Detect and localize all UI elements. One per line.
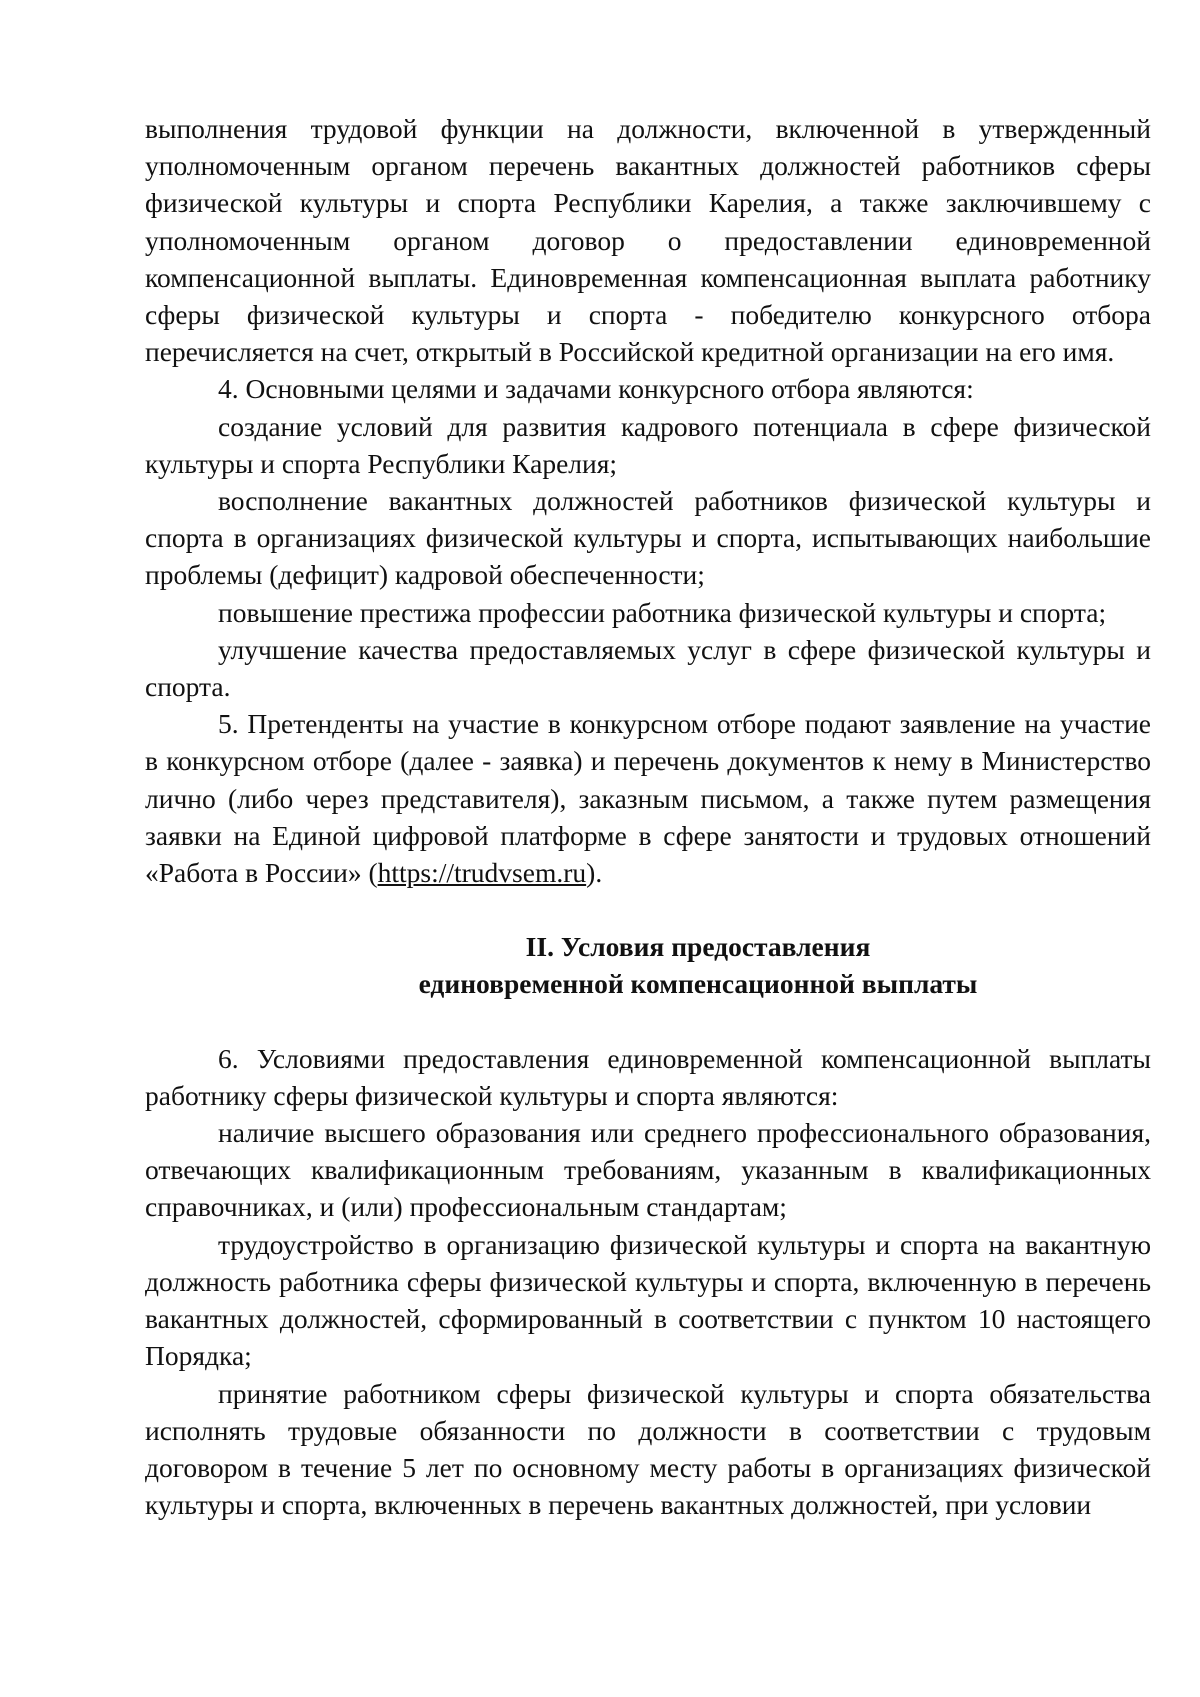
paragraph-5 (145, 705, 1151, 891)
paragraph-6-item-2: трудоустройство в организацию физической культуры и спорта на вакантную должность работника сферы физической культуры и спорта, включенную в перечень вакантных должностей, сформированный в соответствии с пунктом 10 настоящего Порядка; (145, 1228, 1151, 1372)
document-page (145, 110, 1151, 1523)
paragraph-4: 4. Основными целями и задачами конкурсного отбора являются: (218, 373, 974, 405)
paragraph-4-item-3: повышение престижа профессии работника физической культуры и спорта; (218, 596, 1107, 628)
section-heading-line-2: единовременной компенсационной выплаты (418, 968, 978, 1000)
paragraph-4-item-4: улучшение качества предоставляемых услуг в сфере физической культуры и спорта. (145, 633, 1151, 703)
trudvsem-link[interactable]: https://trudvsem.ru (377, 857, 587, 889)
paragraph-6-item-1: наличие высшего образования или среднего профессионального образования, отвечающих квалификационным требованиям, указанным в квалификационных справочниках, и (или) профессиональным стандартам; (145, 1117, 1151, 1223)
paragraph-6-item-3: принятие работником сферы физической культуры и спорта обязательства исполнять трудовые обязанности по должности в соответствии с трудовым договором в течение 5 лет по основному месту работы в организациях физической культуры и спорта, включенных в перечень вакантных должностей, при условии (145, 1377, 1151, 1521)
paragraph-4-item-1: создание условий для развития кадрового потенциала в сфере физической культуры и спорта Республики Карелия; (145, 410, 1151, 479)
section-heading (145, 928, 1151, 1002)
section-heading-line-1: II. Условия предоставления (525, 931, 871, 963)
paragraph-4-item-2: восполнение вакантных должностей работников физической культуры и спорта в организациях физической культуры и спорта, испытывающих наибольшие проблемы (дефицит) кадровой обеспеченности; (145, 485, 1151, 591)
paragraph-5-end: ). (586, 857, 603, 889)
paragraph-5-text: 5. Претенденты на участие в конкурсном отборе подают заявление на участие в конкурсном отборе (далее - заявка) и перечень документов к нему в Министерство лично (либо через представителя), заказным письмом, а также путем размещения заявки на Единой цифровой платформе в сфере занятости и трудовых отношений «Работа в России» ( (145, 708, 1151, 889)
paragraph-intro: выполнения трудовой функции на должности, включенной в утвержденный уполномоченным органом перечень вакантных должностей работников сферы физической культуры и спорта Республики Карелия, а также заключившему с уполномоченным органом договор о предоставлении единовременной компенсационной выплаты. Единовременная компенсационная выплата работнику сферы физической культуры и спорта - победителю конкурсного отбора перечисляется на счет, открытый в Российской кредитной организации на его имя. (145, 113, 1151, 368)
paragraph-6: 6. Условиями предоставления единовременной компенсационной выплаты работнику сферы физической культуры и спорта являются: (145, 1042, 1151, 1111)
